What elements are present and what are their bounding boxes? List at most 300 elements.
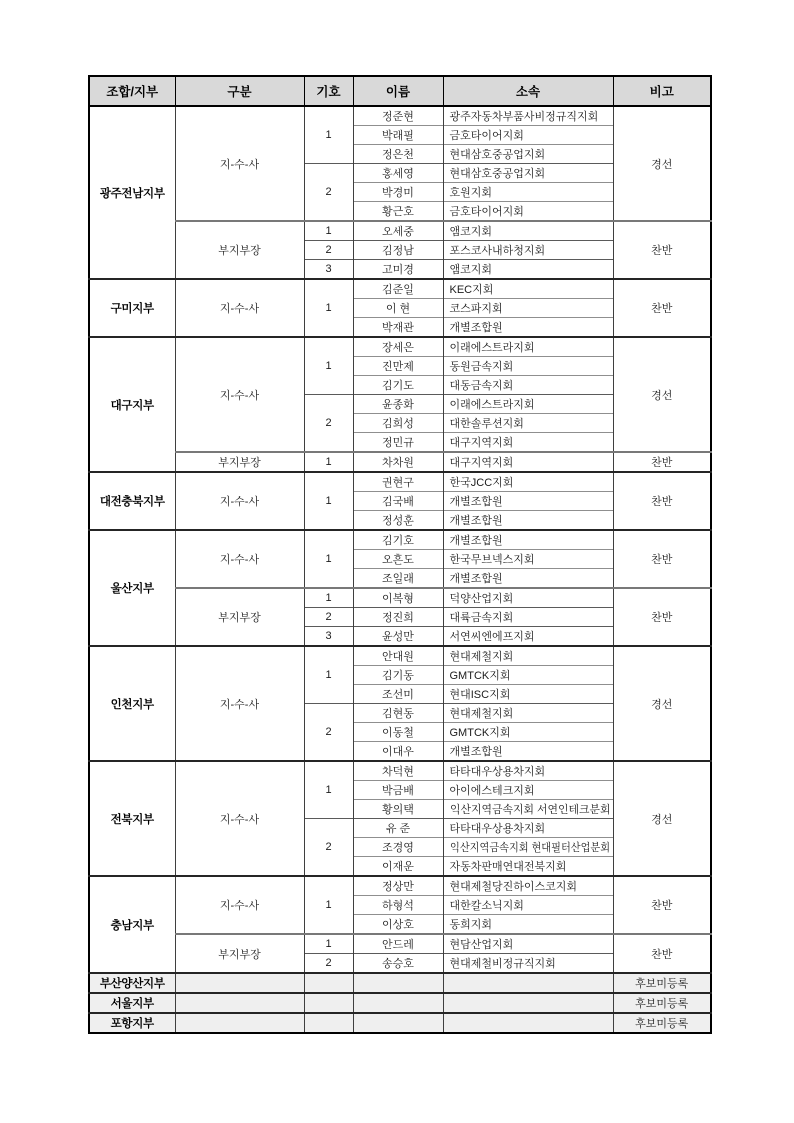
category-cell — [175, 1013, 304, 1033]
affiliation-cell — [443, 646, 613, 666]
affiliation-cell-text: 금호타이어지회 — [449, 206, 524, 218]
affiliation-cell-text: 대한솔루션지회 — [449, 418, 524, 430]
name-cell — [353, 530, 443, 550]
union-cell — [89, 530, 175, 646]
union-cell — [89, 993, 175, 1013]
name-cell — [353, 145, 443, 164]
name-cell-text: 정진희 — [382, 612, 414, 624]
affiliation-cell — [443, 376, 613, 395]
affiliation-cell — [443, 433, 613, 453]
symbol-cell-text: 1 — [325, 225, 332, 237]
name-cell — [353, 973, 443, 993]
name-cell-text: 오흔도 — [382, 554, 414, 566]
symbol-cell — [304, 876, 353, 934]
affiliation-cell — [443, 666, 613, 685]
affiliation-cell — [443, 915, 613, 935]
affiliation-cell-text: 호원지회 — [449, 187, 493, 199]
affiliation-cell-text: 대륙금속지회 — [449, 612, 514, 624]
name-cell-text: 정민규 — [382, 437, 414, 449]
union-cell-text: 전북지부 — [110, 813, 154, 826]
name-cell-text: 정성훈 — [382, 515, 414, 527]
affiliation-cell-text: 현대삼호중공업지회 — [449, 168, 546, 180]
affiliation-cell-text: KEC지회 — [449, 284, 494, 296]
note-cell — [613, 452, 711, 472]
name-cell — [353, 395, 443, 414]
name-cell — [353, 569, 443, 589]
note-cell-text: 경선 — [651, 698, 673, 711]
name-cell-text: 이상호 — [382, 919, 414, 931]
note-cell — [613, 973, 711, 993]
symbol-cell-text: 3 — [325, 263, 332, 275]
category-cell-text: 지-수-사 — [219, 496, 260, 508]
name-cell-text: 이동철 — [382, 727, 414, 739]
affiliation-cell-text: 익산지역금속지회 서연인테크분회 — [449, 804, 611, 816]
name-cell — [353, 781, 443, 800]
name-cell — [353, 588, 443, 608]
note-cell-text: 후보미등록 — [635, 998, 689, 1010]
note-cell — [613, 588, 711, 646]
union-cell — [89, 106, 175, 279]
name-cell — [353, 723, 443, 742]
name-cell-text: 하형석 — [382, 900, 414, 912]
union-cell-text: 부산양산지부 — [99, 978, 165, 990]
name-cell — [353, 492, 443, 511]
name-cell — [353, 742, 443, 762]
category-cell — [175, 876, 304, 934]
affiliation-cell — [443, 241, 613, 260]
name-cell — [353, 800, 443, 819]
category-cell-text: 지-수-사 — [219, 303, 260, 315]
note-cell-text: 경선 — [651, 813, 673, 826]
symbol-cell — [304, 164, 353, 222]
symbol-cell-text: 1 — [325, 938, 332, 950]
name-cell-text: 김기호 — [382, 535, 414, 547]
category-cell — [175, 761, 304, 876]
name-cell-text: 이 현 — [385, 303, 411, 315]
note-cell-text: 찬반 — [651, 612, 673, 624]
note-cell — [613, 472, 711, 530]
note-cell-text: 찬반 — [651, 900, 673, 912]
affiliation-cell — [443, 723, 613, 742]
affiliation-cell-text: 현대제철비정규직지회 — [449, 958, 556, 970]
union-cell-text: 구미지부 — [110, 303, 154, 315]
symbol-cell-text: 2 — [325, 611, 332, 623]
note-cell — [613, 221, 711, 279]
symbol-cell — [304, 530, 353, 588]
note-cell-text: 경선 — [651, 389, 673, 402]
name-cell-text: 정준현 — [382, 111, 414, 123]
name-cell — [353, 896, 443, 915]
note-cell-text: 찬반 — [651, 457, 673, 469]
symbol-cell-text: 1 — [325, 669, 332, 681]
name-cell — [353, 376, 443, 395]
note-cell-text: 찬반 — [651, 245, 673, 257]
category-cell — [175, 588, 304, 646]
symbol-cell-text: 2 — [325, 186, 332, 198]
union-cell-text: 충남지부 — [110, 919, 154, 932]
table-row — [89, 452, 711, 472]
name-cell-text: 김정남 — [382, 245, 414, 257]
affiliation-cell — [443, 876, 613, 896]
name-cell-text: 안드레 — [382, 939, 414, 951]
header-affiliation: 소속 — [443, 76, 613, 106]
category-cell-text: 지-수-사 — [219, 813, 260, 826]
affiliation-cell — [443, 704, 613, 723]
union-cell — [89, 337, 175, 472]
affiliation-cell — [443, 781, 613, 800]
name-cell-text: 윤종화 — [382, 399, 414, 411]
affiliation-cell — [443, 145, 613, 164]
affiliation-cell-text: 자동차판매연대전북지회 — [449, 861, 567, 873]
affiliation-cell — [443, 857, 613, 877]
category-cell — [175, 221, 304, 279]
affiliation-cell-text: 대동금속지회 — [449, 380, 514, 392]
name-cell — [353, 472, 443, 492]
affiliation-cell — [443, 318, 613, 338]
affiliation-cell — [443, 357, 613, 376]
affiliation-cell — [443, 260, 613, 280]
affiliation-cell-text: 금호타이어지회 — [449, 130, 524, 142]
name-cell-text: 유 준 — [385, 823, 411, 835]
affiliation-cell — [443, 511, 613, 531]
name-cell — [353, 202, 443, 222]
affiliation-cell-text: 현대ISC지회 — [449, 689, 511, 701]
union-cell-text: 인천지부 — [110, 698, 154, 711]
name-cell — [353, 433, 443, 453]
candidate-table-header — [89, 76, 711, 106]
category-cell — [175, 472, 304, 530]
symbol-cell-text: 1 — [325, 553, 332, 565]
symbol-cell-text: 2 — [325, 417, 332, 429]
category-cell-text: 부지부장 — [218, 457, 261, 469]
affiliation-cell-text: 현대제철지회 — [449, 708, 514, 720]
symbol-cell — [304, 241, 353, 260]
note-cell — [613, 876, 711, 934]
note-cell-text: 찬반 — [651, 948, 673, 961]
category-cell — [175, 934, 304, 973]
name-cell-text: 안대원 — [382, 651, 414, 663]
header-union: 조합/지부 — [89, 76, 175, 106]
symbol-cell-text: 2 — [325, 244, 332, 256]
symbol-cell-text: 1 — [325, 495, 332, 507]
name-cell — [353, 550, 443, 569]
name-cell-text: 홍세영 — [382, 168, 414, 180]
name-cell-text: 이재운 — [382, 861, 414, 873]
category-cell-text: 지-수-사 — [219, 158, 260, 171]
name-cell — [353, 164, 443, 183]
note-cell — [613, 1013, 711, 1033]
affiliation-cell-text: 현대제철당진하이스코지회 — [449, 881, 578, 893]
affiliation-cell-text: 현대삼호중공업지회 — [449, 149, 546, 161]
symbol-cell — [304, 761, 353, 819]
name-cell — [353, 126, 443, 145]
affiliation-cell — [443, 202, 613, 222]
name-cell-text: 장세은 — [382, 342, 414, 354]
affiliation-cell-text: 타타대우상용차지회 — [449, 823, 546, 835]
name-cell — [353, 608, 443, 627]
category-cell — [175, 646, 304, 761]
affiliation-cell — [443, 588, 613, 608]
unregistered-row — [89, 993, 711, 1013]
affiliation-cell-text: 코스파지회 — [449, 303, 503, 315]
name-cell — [353, 337, 443, 357]
affiliation-cell — [443, 492, 613, 511]
symbol-cell-text: 2 — [325, 957, 332, 969]
table-row — [89, 337, 711, 357]
name-cell — [353, 357, 443, 376]
category-cell — [175, 973, 304, 993]
symbol-cell — [304, 993, 353, 1013]
header-name: 이름 — [353, 76, 443, 106]
table-row — [89, 761, 711, 781]
affiliation-cell — [443, 934, 613, 954]
affiliation-cell-text: 익산지역금속지회 현대필터산업분회 — [449, 842, 610, 854]
name-cell-text: 조선미 — [382, 689, 414, 701]
symbol-cell — [304, 608, 353, 627]
name-cell — [353, 452, 443, 472]
symbol-cell — [304, 954, 353, 974]
affiliation-cell — [443, 452, 613, 472]
category-cell — [175, 993, 304, 1013]
affiliation-cell — [443, 395, 613, 414]
header-row — [89, 76, 711, 106]
symbol-cell — [304, 260, 353, 280]
name-cell-text: 이복형 — [382, 593, 414, 605]
affiliation-cell — [443, 819, 613, 838]
affiliation-cell — [443, 279, 613, 299]
symbol-cell — [304, 646, 353, 704]
symbol-cell-text: 1 — [325, 302, 332, 314]
table-row — [89, 876, 711, 896]
symbol-cell — [304, 279, 353, 337]
candidate-table-body — [89, 106, 711, 1033]
affiliation-cell — [443, 106, 613, 126]
name-cell — [353, 221, 443, 241]
affiliation-cell — [443, 550, 613, 569]
table-row — [89, 588, 711, 608]
union-cell — [89, 646, 175, 761]
affiliation-cell — [443, 414, 613, 433]
affiliation-cell-text: 광주자동차부품사비정규직지회 — [449, 111, 599, 123]
name-cell — [353, 685, 443, 704]
affiliation-cell — [443, 126, 613, 145]
note-cell — [613, 993, 711, 1013]
category-cell-text: 부지부장 — [218, 612, 261, 624]
affiliation-cell — [443, 337, 613, 357]
name-cell-text: 정은천 — [382, 149, 414, 161]
affiliation-cell — [443, 993, 613, 1013]
affiliation-cell-text: 이래에스트라지회 — [449, 342, 535, 354]
name-cell — [353, 876, 443, 896]
affiliation-cell-text: 서연씨엔에프지회 — [449, 631, 535, 643]
table-row — [89, 221, 711, 241]
name-cell — [353, 819, 443, 838]
affiliation-cell — [443, 627, 613, 647]
affiliation-cell-text: 덕양산업지회 — [449, 593, 514, 605]
affiliation-cell-text: GMTCK지회 — [449, 670, 511, 682]
category-cell-text: 부지부장 — [218, 948, 261, 961]
note-cell — [613, 761, 711, 876]
name-cell-text: 김준일 — [382, 284, 414, 296]
union-cell — [89, 472, 175, 530]
name-cell-text: 조경영 — [382, 842, 414, 854]
union-cell-text: 울산지부 — [110, 583, 154, 595]
symbol-cell — [304, 1013, 353, 1033]
affiliation-cell-text: 현담산업지회 — [449, 939, 514, 951]
affiliation-cell — [443, 838, 613, 857]
table-row — [89, 646, 711, 666]
affiliation-cell-text: 앰코지회 — [449, 226, 493, 238]
name-cell — [353, 106, 443, 126]
affiliation-cell-text: 대한칼소닉지회 — [449, 900, 524, 912]
note-cell-text: 찬반 — [651, 496, 673, 508]
note-cell — [613, 337, 711, 452]
affiliation-cell — [443, 569, 613, 589]
header-category: 구분 — [175, 76, 304, 106]
symbol-cell — [304, 934, 353, 954]
affiliation-cell — [443, 608, 613, 627]
symbol-cell-text: 1 — [325, 129, 332, 141]
affiliation-cell — [443, 685, 613, 704]
symbol-cell — [304, 627, 353, 647]
unregistered-row — [89, 1013, 711, 1033]
name-cell — [353, 934, 443, 954]
affiliation-cell — [443, 973, 613, 993]
table-row — [89, 279, 711, 299]
affiliation-cell-text: 개별조합원 — [449, 746, 503, 758]
affiliation-cell-text: 개별조합원 — [449, 322, 503, 334]
affiliation-cell-text: 개별조합원 — [449, 535, 503, 547]
symbol-cell-text: 2 — [325, 726, 332, 738]
name-cell — [353, 1013, 443, 1033]
symbol-cell — [304, 588, 353, 608]
name-cell — [353, 318, 443, 338]
affiliation-cell-text: 이래에스트라지회 — [449, 399, 535, 411]
name-cell — [353, 414, 443, 433]
name-cell-text: 김국배 — [382, 496, 414, 508]
name-cell — [353, 993, 443, 1013]
header-note: 비고 — [613, 76, 711, 106]
category-cell-text: 지-수-사 — [219, 389, 260, 402]
name-cell-text: 김기동 — [382, 670, 414, 682]
category-cell — [175, 452, 304, 472]
name-cell-text: 윤성만 — [382, 631, 414, 643]
name-cell-text: 송승호 — [382, 958, 414, 970]
name-cell-text: 오세중 — [382, 226, 414, 238]
affiliation-cell-text: 현대제철지회 — [449, 651, 514, 663]
affiliation-cell — [443, 530, 613, 550]
name-cell — [353, 511, 443, 531]
table-row — [89, 472, 711, 492]
name-cell-text: 김현동 — [382, 708, 414, 720]
affiliation-cell-text: 한국무브넥스지회 — [449, 554, 535, 566]
union-cell — [89, 973, 175, 993]
name-cell — [353, 666, 443, 685]
name-cell-text: 고미경 — [382, 264, 414, 276]
name-cell — [353, 646, 443, 666]
name-cell — [353, 627, 443, 647]
symbol-cell-text: 2 — [325, 841, 332, 853]
name-cell — [353, 260, 443, 280]
affiliation-cell-text: 동원금속지회 — [449, 361, 514, 373]
category-cell — [175, 279, 304, 337]
header-symbol: 기호 — [304, 76, 353, 106]
name-cell-text: 박재관 — [382, 322, 414, 334]
name-cell — [353, 761, 443, 781]
name-cell — [353, 704, 443, 723]
symbol-cell-text: 1 — [325, 592, 332, 604]
affiliation-cell-text: 개별조합원 — [449, 573, 503, 585]
name-cell-text: 차차원 — [382, 457, 414, 469]
union-cell — [89, 1013, 175, 1033]
affiliation-cell — [443, 742, 613, 762]
symbol-cell — [304, 819, 353, 877]
affiliation-cell-text: 앰코지회 — [449, 264, 493, 276]
name-cell-text: 황의택 — [382, 804, 414, 816]
category-cell-text: 지-수-사 — [219, 554, 260, 566]
name-cell-text: 김기도 — [382, 380, 414, 392]
name-cell-text: 권현구 — [382, 477, 414, 489]
symbol-cell — [304, 973, 353, 993]
name-cell — [353, 183, 443, 202]
symbol-cell — [304, 472, 353, 530]
affiliation-cell-text: 포스코사내하청지회 — [449, 245, 546, 257]
symbol-cell — [304, 221, 353, 241]
symbol-cell — [304, 704, 353, 762]
name-cell-text: 박경미 — [382, 187, 414, 199]
note-cell-text: 경선 — [651, 158, 673, 171]
affiliation-cell-text: 동희지회 — [449, 919, 493, 931]
unregistered-row — [89, 973, 711, 993]
category-cell — [175, 337, 304, 452]
symbol-cell — [304, 337, 353, 395]
symbol-cell-text: 1 — [325, 456, 332, 468]
name-cell-text: 차덕현 — [382, 766, 414, 778]
affiliation-cell — [443, 954, 613, 974]
affiliation-cell — [443, 800, 613, 819]
table-row — [89, 934, 711, 954]
union-cell-text: 포항지부 — [110, 1018, 154, 1030]
table-row — [89, 530, 711, 550]
affiliation-cell-text: 대구지역지회 — [449, 457, 514, 469]
note-cell — [613, 934, 711, 973]
affiliation-cell — [443, 299, 613, 318]
name-cell — [353, 279, 443, 299]
name-cell-text: 황근호 — [382, 206, 414, 218]
affiliation-cell — [443, 472, 613, 492]
affiliation-cell — [443, 183, 613, 202]
category-cell-text: 지-수-사 — [219, 698, 260, 711]
symbol-cell-text: 1 — [325, 360, 332, 372]
affiliation-cell-text: GMTCK지회 — [449, 727, 511, 739]
symbol-cell — [304, 106, 353, 164]
name-cell — [353, 241, 443, 260]
symbol-cell — [304, 452, 353, 472]
candidate-table — [88, 75, 712, 1034]
category-cell-text: 지-수-사 — [219, 900, 260, 912]
note-cell-text: 찬반 — [651, 303, 673, 315]
note-cell — [613, 646, 711, 761]
category-cell — [175, 530, 304, 588]
affiliation-cell-text: 타타대우상용차지회 — [449, 766, 546, 778]
note-cell-text: 후보미등록 — [635, 1018, 689, 1030]
affiliation-cell — [443, 164, 613, 183]
affiliation-cell-text: 아이에스테크지회 — [449, 785, 535, 797]
affiliation-cell — [443, 761, 613, 781]
symbol-cell — [304, 395, 353, 453]
name-cell-text: 박금배 — [382, 785, 414, 797]
table-row — [89, 106, 711, 126]
